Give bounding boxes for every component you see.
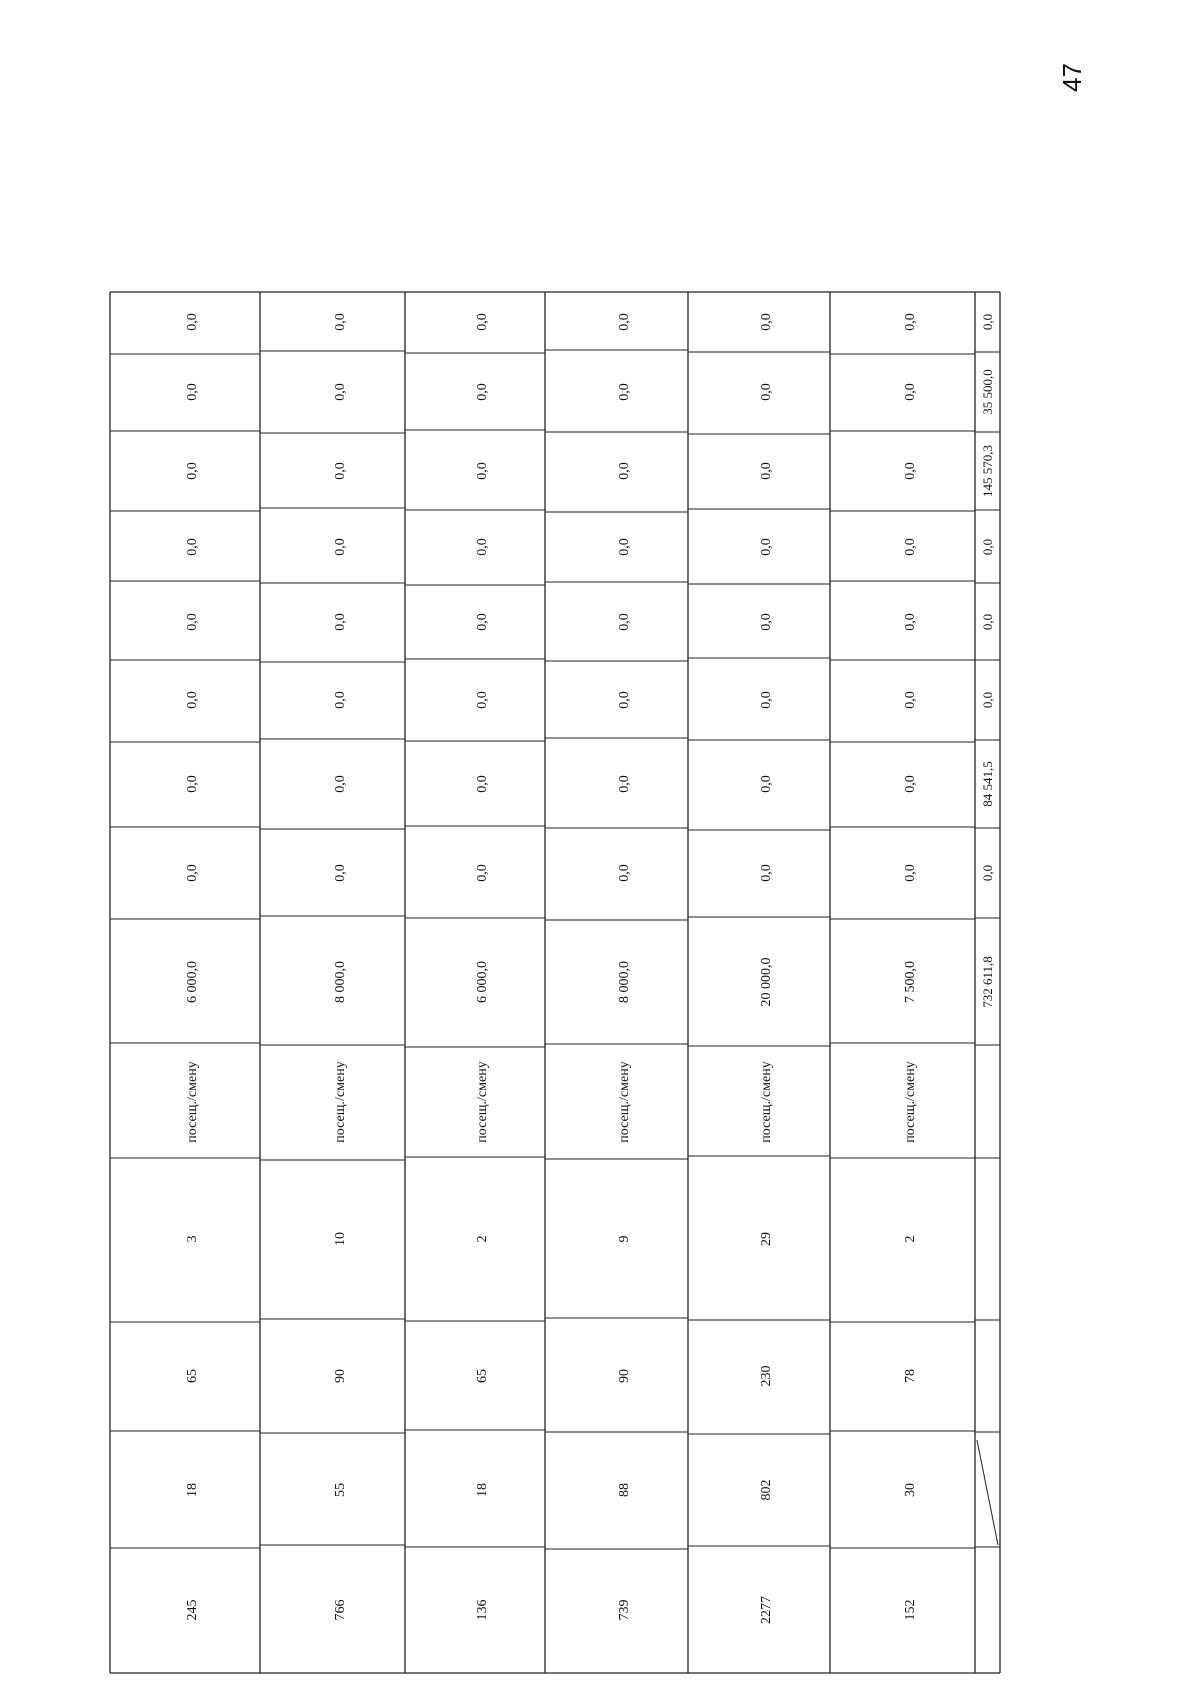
table-cell: 6 000,0	[475, 960, 490, 1003]
total-cell: 145 570,3	[979, 445, 995, 497]
table-cell: 766	[332, 1599, 348, 1621]
table-cell: 0,0	[185, 612, 200, 631]
table-cell: 88	[616, 1482, 632, 1497]
table-cell: 0,0	[332, 775, 348, 793]
table-cell: 18	[475, 1482, 490, 1497]
table-cell: 152	[902, 1599, 918, 1621]
table-cell: 0,0	[185, 537, 200, 556]
total-cell: 84 541,5	[979, 761, 995, 807]
table-cell: 2277	[759, 1596, 774, 1624]
table-cell: 2	[475, 1235, 490, 1243]
table-cell: 0,0	[902, 691, 918, 709]
table-cell: 6 000,0	[185, 960, 200, 1003]
table-cell: 0,0	[902, 383, 918, 401]
table-cell: 0,0	[185, 691, 200, 709]
table-cell: 65	[185, 1369, 200, 1383]
table-cell: 0,0	[759, 864, 774, 882]
table-cell: 20 000,0	[759, 957, 774, 1006]
table-cell: 0,0	[616, 612, 632, 631]
table-cell: 0,0	[475, 383, 490, 401]
table-cell: 30	[902, 1482, 918, 1497]
table-cell: 7 500,0	[902, 960, 918, 1003]
table-cell: 78	[902, 1369, 918, 1383]
table-cell: 0,0	[475, 691, 490, 709]
total-cell: 0,0	[979, 538, 995, 555]
table-cell: 0,0	[902, 313, 918, 331]
table-cell: 0,0	[475, 864, 490, 882]
table-cell: 739	[616, 1599, 632, 1621]
table-cell: 18	[185, 1482, 200, 1497]
table-cell: 0,0	[759, 313, 774, 331]
table-cell: 0,0	[902, 462, 918, 480]
table-cell: 0,0	[185, 462, 200, 480]
table-cell: посещ./смену	[902, 1060, 918, 1143]
table-cell: 90	[616, 1369, 632, 1383]
total-cell: 0,0	[979, 864, 995, 882]
table-cell: 0,0	[185, 383, 200, 401]
table-cell: 0,0	[185, 775, 200, 793]
table-cell: посещ./смену	[759, 1060, 774, 1143]
table-cell: 230	[759, 1365, 774, 1387]
table-cell: 0,0	[759, 383, 774, 401]
table-cell: 0,0	[332, 383, 348, 401]
table-cell: 0,0	[332, 537, 348, 556]
table-cell: 8 000,0	[332, 960, 348, 1003]
table-cell: 0,0	[332, 612, 348, 631]
table-cell: 29	[759, 1232, 774, 1246]
table-cell: 0,0	[185, 313, 200, 331]
table-cell: 0,0	[759, 537, 774, 556]
table-cell: 245	[185, 1599, 200, 1621]
table-cell: 0,0	[759, 691, 774, 709]
table-cell: 10	[332, 1232, 348, 1246]
table-cell: 0,0	[616, 864, 632, 882]
page-number: 47	[1056, 63, 1087, 92]
table-cell: 802	[759, 1479, 774, 1500]
total-cell: 35 500,0	[979, 369, 995, 415]
table-cell: 90	[332, 1369, 348, 1383]
table-cell: 0,0	[616, 775, 632, 793]
table-cell: 0,0	[902, 775, 918, 793]
table-cell: 0,0	[902, 537, 918, 556]
table-cell: 9	[616, 1235, 632, 1243]
table-cell: 65	[475, 1369, 490, 1383]
grid-line	[977, 1440, 998, 1545]
table-cell: 2	[902, 1235, 918, 1243]
table-cell: 0,0	[332, 864, 348, 882]
table-cell: 0,0	[332, 691, 348, 709]
table-cell: 0,0	[185, 864, 200, 882]
table-cell: посещ./смену	[185, 1060, 200, 1143]
total-cell: 0,0	[979, 613, 995, 630]
total-cell: 0,0	[979, 313, 995, 331]
table-cell: 8 000,0	[616, 960, 632, 1003]
table-cell: 0,0	[332, 313, 348, 331]
table-cell: 0,0	[759, 462, 774, 480]
table-cell: 0,0	[332, 462, 348, 480]
table-cell: 0,0	[616, 313, 632, 331]
table-cell: 0,0	[616, 691, 632, 709]
table-cell: 0,0	[759, 612, 774, 631]
table-cell: 136	[475, 1599, 490, 1621]
table-cell: 0,0	[616, 462, 632, 480]
table-cell: 0,0	[902, 612, 918, 631]
table-cell: посещ./смену	[332, 1060, 348, 1143]
table-cell: 0,0	[616, 537, 632, 556]
table-cell: посещ./смену	[616, 1060, 632, 1143]
table-cell: посещ./смену	[475, 1060, 490, 1143]
table-cell: 0,0	[475, 537, 490, 556]
table-cell: 0,0	[475, 612, 490, 631]
total-cell: 0,0	[979, 691, 995, 709]
table-cell: 0,0	[616, 383, 632, 401]
table-cell: 3	[185, 1235, 200, 1243]
table-cell: 0,0	[475, 775, 490, 793]
table-cell: 0,0	[475, 462, 490, 480]
table-cell: 0,0	[759, 775, 774, 793]
table-cell: 0,0	[902, 864, 918, 882]
table-cell: 55	[332, 1482, 348, 1497]
total-cell: 732 611,8	[979, 955, 995, 1008]
table-cell: 0,0	[475, 313, 490, 331]
